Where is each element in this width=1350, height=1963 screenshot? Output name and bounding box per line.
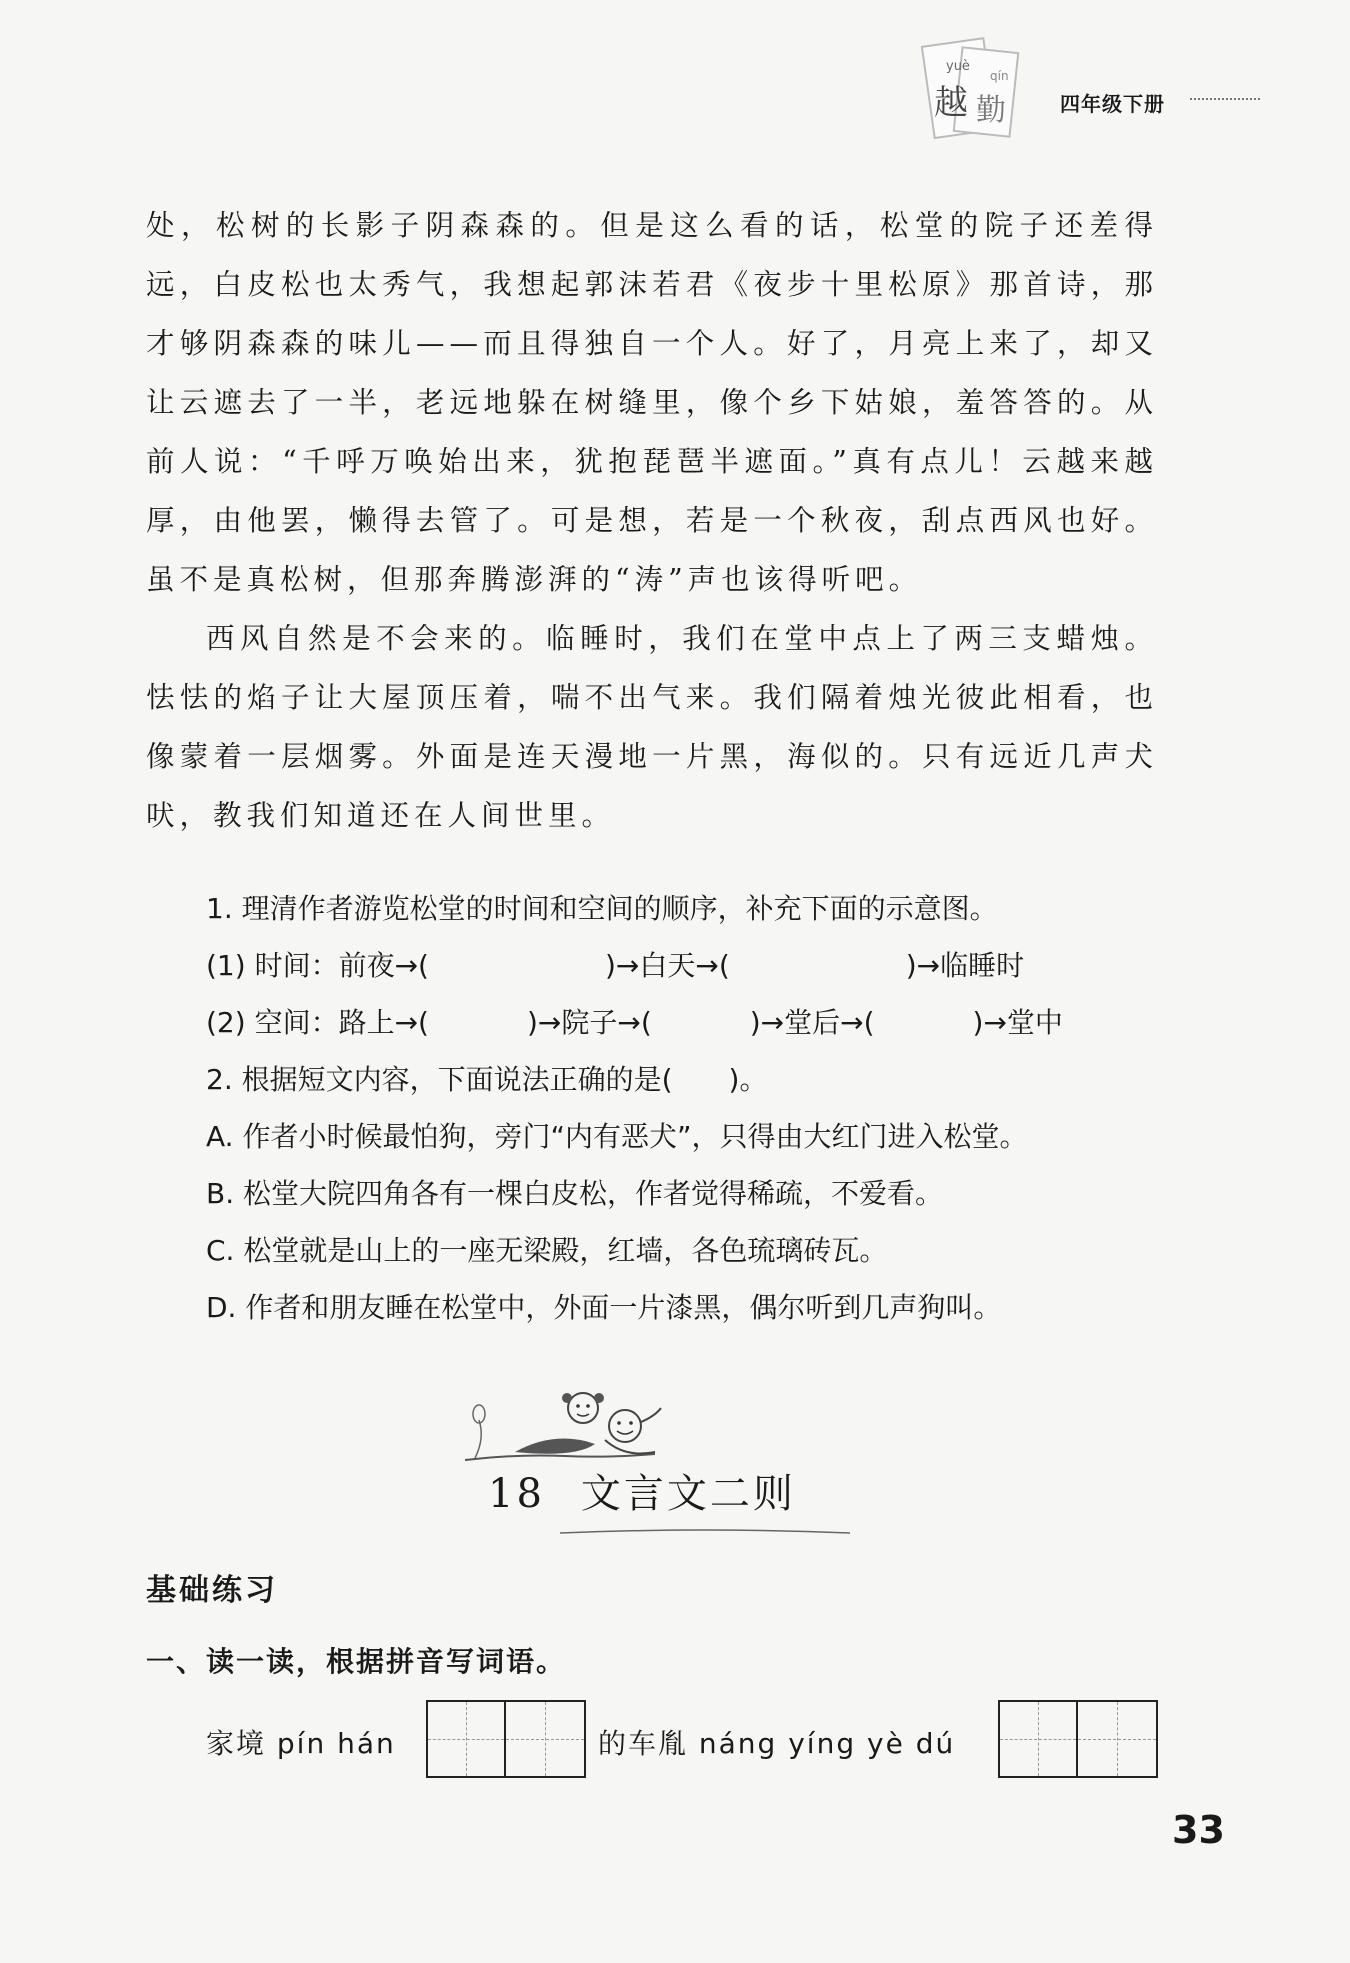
writing-grid-1[interactable] bbox=[426, 1700, 586, 1778]
pinyin-item-1: 家境 pín hán bbox=[206, 1727, 396, 1760]
question-1-space-sequence bbox=[206, 994, 1206, 1051]
writing-grid-2[interactable] bbox=[998, 1700, 1158, 1778]
logo-pinyin-2: qín bbox=[990, 69, 1009, 83]
grade-label: 四年级下册 bbox=[1060, 92, 1165, 116]
lesson-number: 18 bbox=[488, 1471, 545, 1517]
question-2: 2. 根据短文内容，下面说法正确的是( )。 bbox=[206, 1063, 768, 1096]
option-c[interactable]: C. 松堂就是山上的一座无梁殿，红墙，各色琉璃砖瓦。 bbox=[206, 1234, 888, 1267]
option-d[interactable]: D. 作者和朋友睡在松堂中，外面一片漆黑，偶尔听到几声狗叫。 bbox=[206, 1291, 1002, 1324]
grid-cell[interactable] bbox=[506, 1702, 584, 1776]
time-step-3: )→临睡时 bbox=[905, 949, 1025, 982]
space-label: (2) 空间： bbox=[206, 1006, 339, 1039]
option-b[interactable]: B. 松堂大院四角各有一棵白皮松，作者觉得稀疏，不爱看。 bbox=[206, 1177, 944, 1210]
question-1: 1. 理清作者游览松堂的时间和空间的顺序，补充下面的示意图。 bbox=[206, 892, 998, 925]
section-heading: 基础练习 bbox=[146, 1573, 278, 1608]
question-block bbox=[206, 880, 1206, 1336]
time-step-2: )→白天→( bbox=[604, 949, 730, 982]
grid-cell[interactable] bbox=[1078, 1702, 1156, 1776]
page-number: 33 bbox=[1172, 1808, 1225, 1852]
pinyin-exercise-row bbox=[206, 1700, 1206, 1780]
space-step-3: )→堂后→( bbox=[749, 1006, 875, 1039]
logo-char-1: 越 bbox=[934, 83, 968, 123]
time-step-1: 前夜→( bbox=[338, 949, 429, 982]
time-label: (1) 时间： bbox=[206, 949, 339, 982]
passage-paragraph-1: 处，松树的长影子阴森森的。但是这么看的话，松堂的院子还差得远，白皮松也太秀气，我想起郭沫若君《夜步十里松原》那首诗，那才够阴森森的味儿——而且得独自一个人。好了，月亮上来了，却又让云遮去了一半，老远地躲在树缝里，像个乡下姑娘，羞答答的。从前人说：“千呼万唤始出来，犹抱琵琶半遮面。”真有点儿！云越来越厚，由他罢，懒得去管了。可是想，若是一个秋夜，刮点西风也好。虽不是真松树，但那奔腾澎湃的“涛”声也该得听吧。 bbox=[146, 209, 1158, 596]
space-step-4: )→堂中 bbox=[972, 1006, 1063, 1039]
reading-passage bbox=[146, 196, 1158, 845]
brand-logo bbox=[900, 28, 1020, 148]
lesson-title bbox=[488, 1462, 796, 1519]
exercise-instruction: 一、读一读，根据拼音写词语。 bbox=[146, 1645, 567, 1678]
lesson-name: 文言文二则 bbox=[580, 1471, 796, 1517]
logo-char-2: 勤 bbox=[976, 93, 1006, 128]
logo-pinyin-1: yuè bbox=[946, 59, 970, 74]
title-underline bbox=[560, 1524, 850, 1538]
passage-paragraph-2: 西风自然是不会来的。临睡时，我们在堂中点上了两三支蜡烛。怯怯的焰子让大屋顶压着，喘不出气来。我们隔着烛光彼此相看，也像蒙着一层烟雾。外面是连天漫地一片黑，海似的。只有远近几声犬吠，教我们知道还在人间世里。 bbox=[146, 622, 1158, 832]
option-a[interactable]: A. 作者小时候最怕狗，旁门“内有恶犬”，只得由大红门进入松堂。 bbox=[206, 1120, 1028, 1153]
pinyin-item-2: 的车胤 náng yíng yè dú bbox=[598, 1727, 956, 1760]
grid-cell[interactable] bbox=[1000, 1702, 1078, 1776]
space-step-2: )→院子→( bbox=[526, 1006, 652, 1039]
question-1-time-sequence bbox=[206, 937, 1206, 994]
space-step-1: 路上→( bbox=[338, 1006, 429, 1039]
grid-cell[interactable] bbox=[428, 1702, 506, 1776]
header-divider bbox=[1190, 98, 1260, 100]
